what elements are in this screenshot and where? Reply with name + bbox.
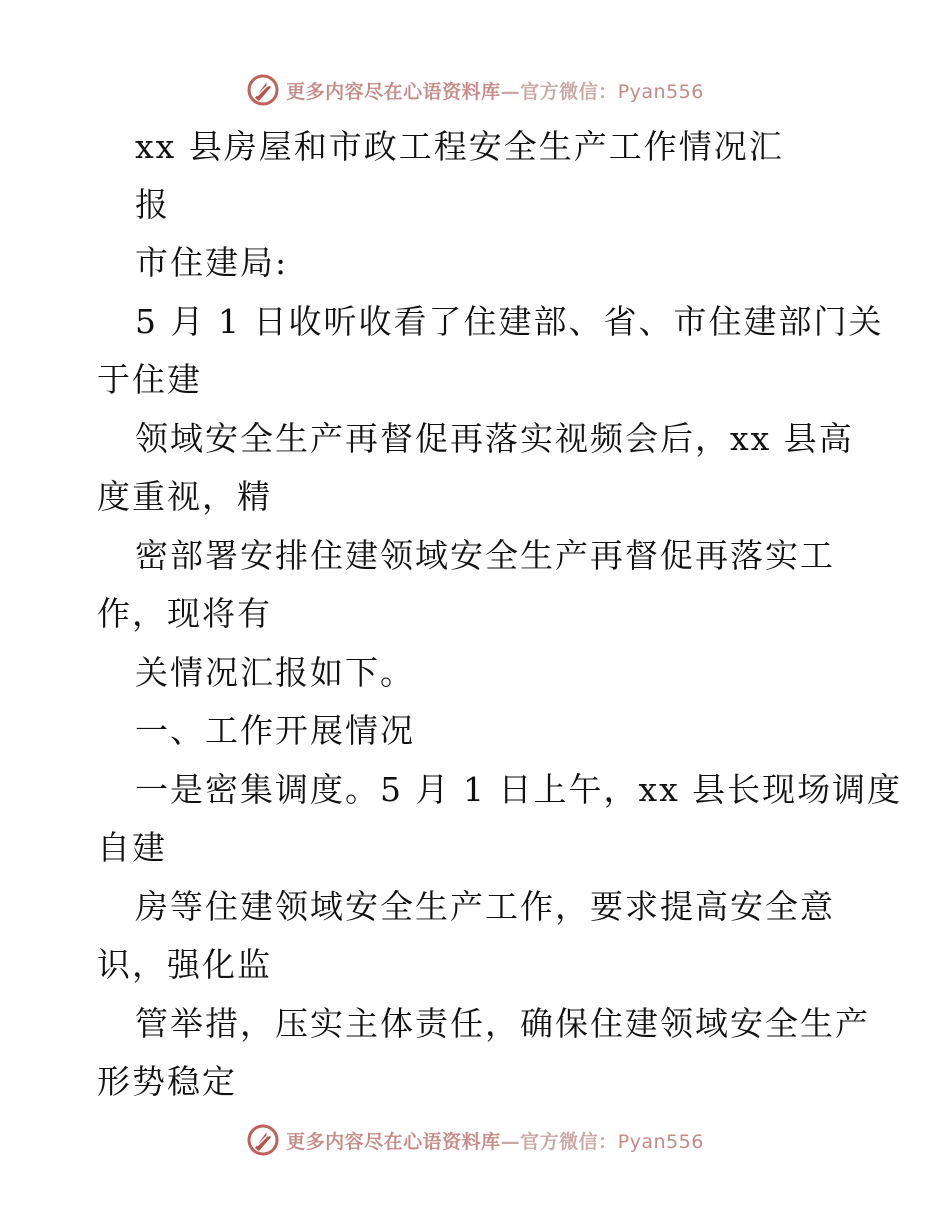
salutation: 市住建局: <box>135 243 289 282</box>
document-title-line-2: 报 <box>135 185 170 224</box>
document-title-line-1: xx 县房屋和市政工程安全生产工作情况汇 <box>135 127 784 166</box>
watermark-main-text: 更多内容尽在心语资料库 <box>286 1130 501 1153</box>
watermark-main-text: 更多内容尽在心语资料库 <box>286 80 501 103</box>
watermark-text <box>286 1127 704 1154</box>
paragraph-line: 密部署安排住建领域安全生产再督促再落实工 <box>135 536 835 575</box>
watermark-wechat-id: Pyan556 <box>617 1130 704 1153</box>
section-heading: 一、工作开展情况 <box>135 711 415 750</box>
paragraph-line: 形势稳定 <box>97 1062 237 1101</box>
paragraph-line: 于住建 <box>97 360 202 399</box>
paragraph-line: 识，强化监 <box>97 945 272 984</box>
watermark-dash: — <box>500 80 521 103</box>
paragraph-line: 5 月 1 日收听收看了住建部、省、市住建部门关 <box>135 302 884 341</box>
paragraph-line: 房等住建领域安全生产工作，要求提高安全意 <box>135 887 835 926</box>
footer-watermark <box>0 1118 950 1162</box>
paragraph-line: 关情况汇报如下。 <box>135 653 415 692</box>
paragraph-line: 一是密集调度。5 月 1 日上午，xx 县长现场调度 <box>135 770 903 809</box>
paragraph-line: 度重视，精 <box>97 477 272 516</box>
watermark-sub-text: 官方微信： <box>520 80 618 103</box>
pen-nib-logo-icon <box>246 1123 280 1157</box>
watermark-sub-text: 官方微信： <box>520 1130 618 1153</box>
paragraph-line: 管举措，压实主体责任，确保住建领域安全生产 <box>135 1004 870 1043</box>
watermark-wechat-id: Pyan556 <box>617 80 704 103</box>
paragraph-line: 领域安全生产再督促再落实视频会后，xx 县高 <box>135 419 854 458</box>
watermark-dash: — <box>500 1130 521 1153</box>
paragraph-line: 自建 <box>97 828 167 867</box>
paragraph-line: 作，现将有 <box>97 594 272 633</box>
